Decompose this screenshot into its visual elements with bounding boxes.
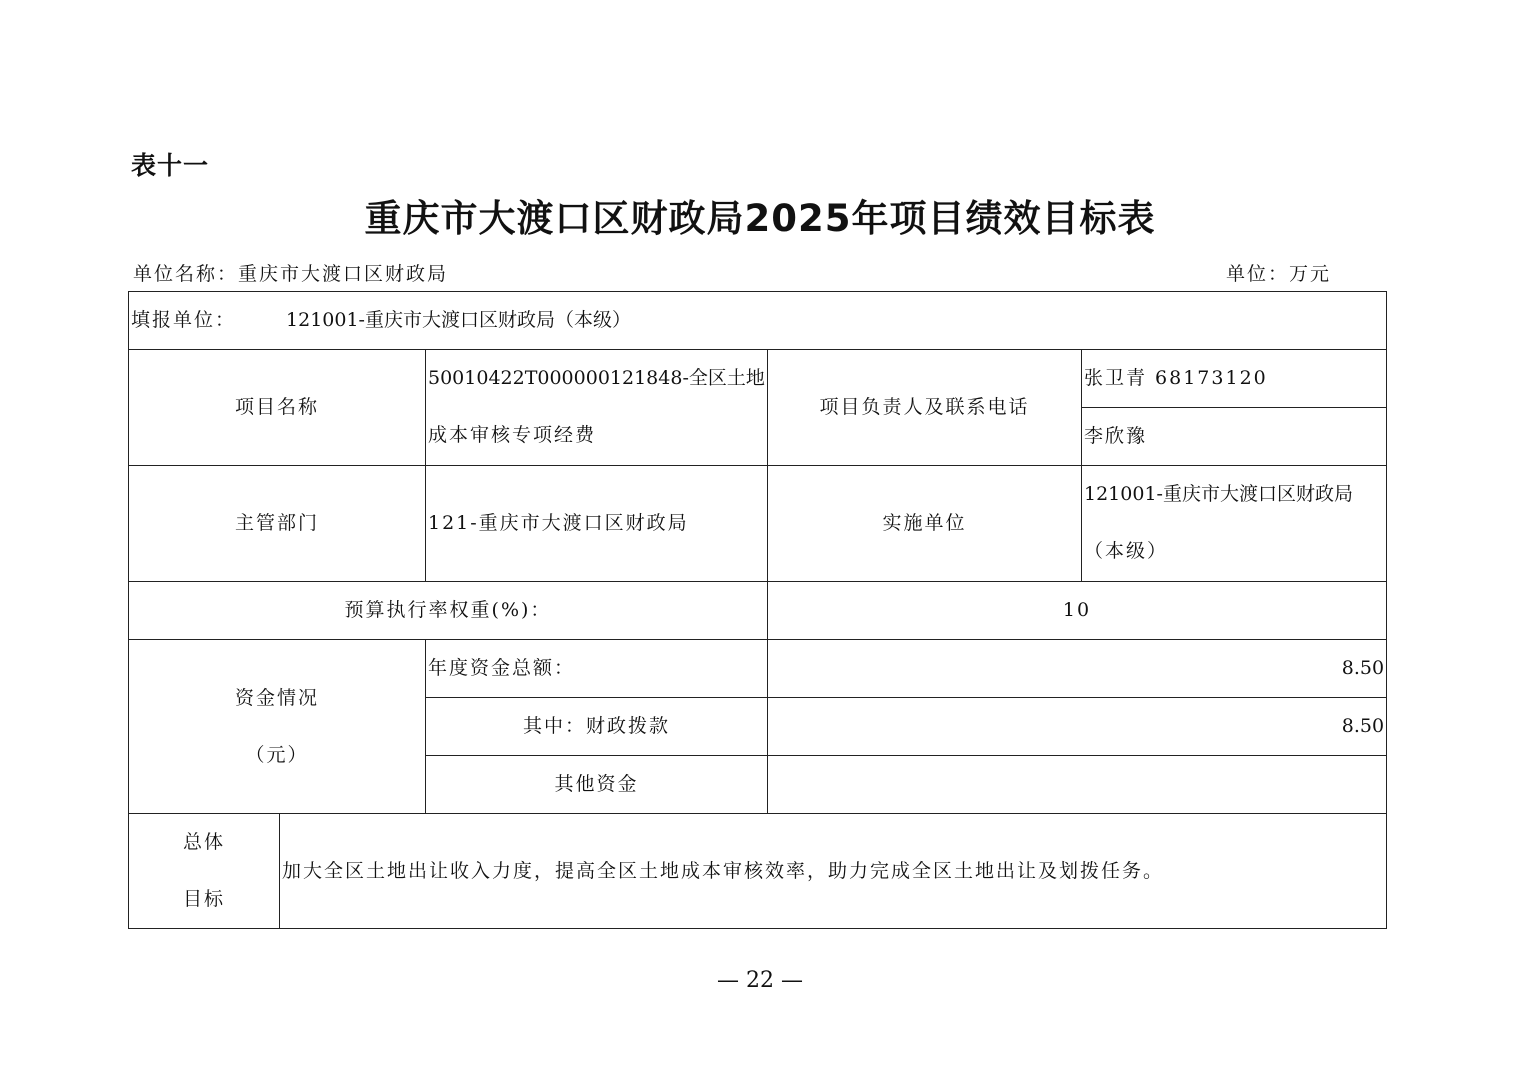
project-name-line2: 成本审核专项经费 — [428, 424, 597, 446]
other-funds-label: 其他资金 — [426, 756, 768, 814]
project-name-value — [426, 350, 768, 466]
contact-person-2: 李欣豫 — [1082, 408, 1387, 466]
fiscal-funds-value: 8.50 — [768, 698, 1387, 756]
funds-label — [129, 640, 426, 814]
contact-person-1: 张卫青 68173120 — [1082, 350, 1387, 408]
impl-unit-line2: （本级） — [1084, 540, 1169, 562]
page-title: 重庆市大渡口区财政局2025年项目绩效目标表 — [364, 197, 1156, 240]
contact-label: 项目负责人及联系电话 — [768, 350, 1082, 466]
table-row-project-name — [129, 350, 1387, 408]
filing-unit-label: 填报单位： — [131, 309, 237, 331]
table-row-filing-unit — [129, 292, 1387, 350]
dept-label: 主管部门 — [129, 466, 426, 582]
filing-unit-cell — [129, 292, 1387, 350]
fiscal-funds-label: 其中：财政拨款 — [426, 698, 768, 756]
project-name-label: 项目名称 — [129, 350, 426, 466]
impl-unit-value — [1082, 466, 1387, 582]
impl-unit-label: 实施单位 — [768, 466, 1082, 582]
table-row-department — [129, 466, 1387, 582]
table-row-budget-weight — [129, 582, 1387, 640]
overall-goal-label — [129, 814, 280, 929]
other-funds-value — [768, 756, 1387, 814]
overall-goal-text: 加大全区土地出让收入力度，提高全区土地成本审核效率，助力完成全区土地出让及划拨任务。 — [280, 814, 1387, 929]
table-number-label: 表十一 — [131, 151, 210, 180]
budget-weight-label: 预算执行率权重(%)： — [129, 582, 768, 640]
budget-weight-value: 10 — [768, 582, 1387, 640]
funds-label-line2: （元） — [245, 743, 309, 766]
overall-goal-label-line1: 总体 — [182, 831, 225, 853]
dept-value: 121-重庆市大渡口区财政局 — [426, 466, 768, 582]
performance-goal-table — [128, 291, 1387, 929]
table-row-annual-total — [129, 640, 1387, 698]
annual-total-label: 年度资金总额： — [426, 640, 768, 698]
project-name-line1: 50010422T000000121848-全区土地 — [428, 367, 765, 389]
filing-unit-value: 121001-重庆市大渡口区财政局（本级） — [286, 309, 631, 331]
page-number: — 22 — — [717, 968, 803, 993]
unit-measure-text: 单位：万元 — [1226, 263, 1332, 285]
table-row-overall-goal — [129, 814, 1387, 929]
annual-total-value: 8.50 — [768, 640, 1387, 698]
unit-name-text: 单位名称：重庆市大渡口区财政局 — [133, 263, 449, 285]
funds-label-line1: 资金情况 — [234, 686, 319, 709]
overall-goal-label-line2: 目标 — [182, 888, 225, 910]
impl-unit-line1: 121001-重庆市大渡口区财政局 — [1084, 483, 1353, 505]
